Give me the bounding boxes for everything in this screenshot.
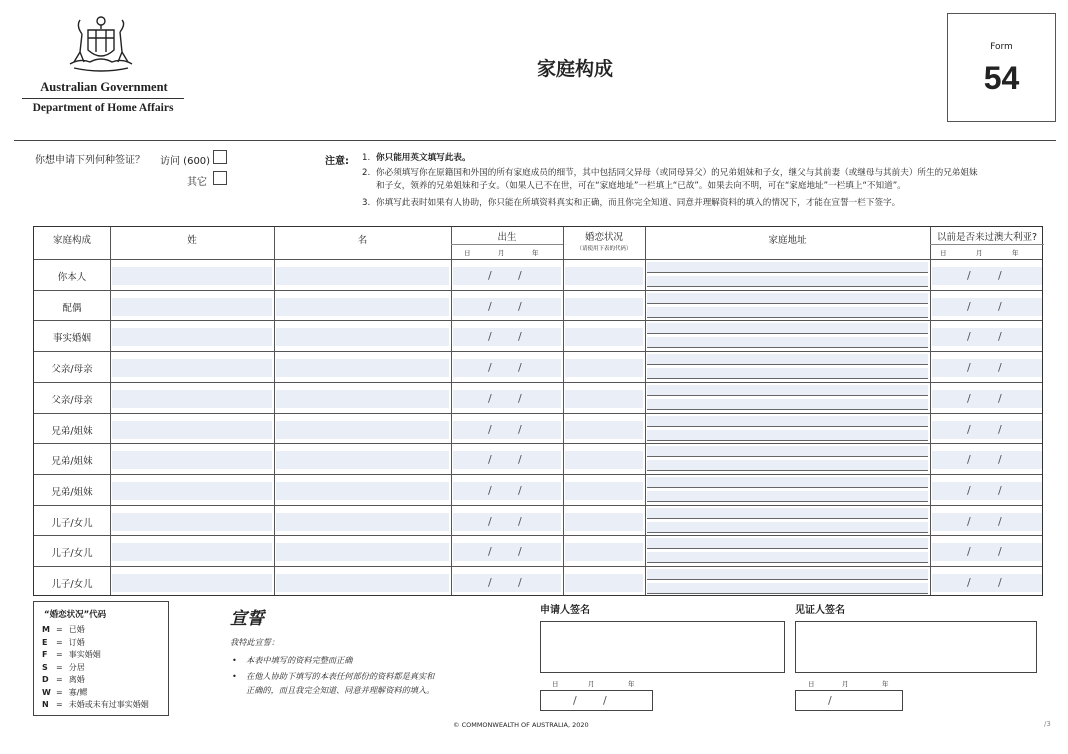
address-line-field[interactable] bbox=[647, 385, 928, 396]
date-separator: / bbox=[998, 423, 1002, 436]
given-name-field[interactable] bbox=[276, 328, 449, 346]
address-line-field[interactable] bbox=[647, 262, 928, 273]
date-separator: / bbox=[967, 453, 971, 466]
note-text: 你必须填写你在原籍国和外国的所有家庭成员的细节，其中包括同父异母（或同母异父）的兄弟姐妹和子女，继父与其前妻（或继母与其前夫）所生的兄弟姐妹 bbox=[376, 168, 978, 178]
address-line-field[interactable] bbox=[647, 354, 928, 365]
marital-code-legend bbox=[33, 601, 169, 716]
government-name: Australian Government bbox=[40, 80, 168, 94]
note-number: 2. bbox=[362, 168, 371, 178]
header-address: 家庭地址 bbox=[768, 235, 807, 246]
address-line-field[interactable] bbox=[647, 491, 928, 502]
legend-code-row bbox=[42, 662, 85, 673]
department-name: Department of Home Affairs bbox=[32, 102, 174, 114]
given-name-field[interactable] bbox=[276, 482, 449, 500]
given-name-field[interactable] bbox=[276, 451, 449, 469]
visited-date-field[interactable] bbox=[932, 298, 1042, 316]
header-given-name: 名 bbox=[357, 235, 368, 246]
given-name-field[interactable] bbox=[276, 298, 449, 316]
declaration-intro: 我特此宣誓： bbox=[230, 637, 280, 647]
date-separator: / bbox=[998, 545, 1002, 558]
date-separator: / bbox=[998, 484, 1002, 497]
address-line-field[interactable] bbox=[647, 368, 928, 379]
copyright: © COMMONWEALTH OF AUSTRALIA, 2020 bbox=[453, 721, 589, 729]
row-label: 兄弟/姐妹 bbox=[51, 487, 93, 498]
marital-status-field[interactable] bbox=[565, 298, 643, 316]
address-line-field[interactable] bbox=[647, 430, 928, 441]
date-separator: / bbox=[967, 515, 971, 528]
visited-date-field[interactable] bbox=[932, 390, 1042, 408]
date-separator: / bbox=[967, 423, 971, 436]
visited-date-field[interactable] bbox=[932, 451, 1042, 469]
date-separator: / bbox=[573, 694, 577, 707]
declaration-item: 本表中填写的资料完整而正确 bbox=[246, 655, 353, 665]
date-month-label: 月 bbox=[588, 680, 595, 688]
date-separator: / bbox=[488, 423, 492, 436]
row-label: 儿子/女儿 bbox=[51, 579, 93, 590]
address-line-field[interactable] bbox=[647, 399, 928, 410]
row-label: 儿子/女儿 bbox=[51, 548, 93, 559]
date-separator: / bbox=[518, 576, 522, 589]
surname-field[interactable] bbox=[112, 451, 272, 469]
declaration-title: 宣誓 bbox=[230, 609, 264, 629]
surname-field[interactable] bbox=[112, 267, 272, 285]
page-mark: /3 bbox=[1044, 720, 1051, 728]
bullet: • bbox=[232, 671, 237, 681]
address-line-field[interactable] bbox=[647, 552, 928, 563]
visa-other-checkbox[interactable] bbox=[213, 171, 227, 185]
row-label: 你本人 bbox=[57, 272, 87, 283]
form-number: 54 bbox=[983, 60, 1020, 96]
legend-description: 分居 bbox=[68, 662, 85, 672]
date-separator: / bbox=[998, 453, 1002, 466]
birth-date-field[interactable] bbox=[453, 328, 561, 346]
date-separator: / bbox=[967, 576, 971, 589]
date-separator: / bbox=[518, 545, 522, 558]
date-separator: / bbox=[488, 361, 492, 374]
address-line-field[interactable] bbox=[647, 307, 928, 318]
date-separator: / bbox=[967, 361, 971, 374]
declaration-item: 在他人协助下填写的本表任何部份的资料都是真实和 bbox=[246, 671, 435, 681]
coat-of-arms-icon bbox=[60, 14, 142, 78]
header-divider bbox=[14, 140, 1056, 141]
form-label: Form bbox=[990, 42, 1013, 52]
address-line-field[interactable] bbox=[647, 446, 928, 457]
surname-field[interactable] bbox=[112, 513, 272, 531]
applicant-signature-label: 申请人签名 bbox=[540, 605, 590, 616]
legend-code: W bbox=[42, 687, 51, 697]
legend-description: 离婚 bbox=[68, 675, 85, 684]
date-separator: / bbox=[998, 330, 1002, 343]
date-year-label: 年 bbox=[628, 680, 635, 688]
date-separator: / bbox=[967, 269, 971, 282]
form-number-box bbox=[947, 13, 1056, 122]
date-separator: / bbox=[488, 545, 492, 558]
legend-equals: = bbox=[56, 687, 63, 697]
surname-field[interactable] bbox=[112, 421, 272, 439]
row-label: 兄弟/姐妹 bbox=[51, 456, 93, 467]
date-separator: / bbox=[967, 330, 971, 343]
date-month-label: 月 bbox=[842, 680, 849, 688]
date-separator: / bbox=[998, 515, 1002, 528]
given-name-field[interactable] bbox=[276, 359, 449, 377]
birth-date-field[interactable] bbox=[453, 298, 561, 316]
legend-equals: = bbox=[56, 662, 63, 672]
given-name-field[interactable] bbox=[276, 390, 449, 408]
note-text: 和子女，领养的兄弟姐妹和子女。（如果人已不在世，可在“家庭地址”一栏填上“已故”。如果去向不明，可在“家庭地址”一栏填上“不知道”。 bbox=[376, 181, 906, 191]
divider bbox=[22, 98, 184, 99]
note-number: 3. bbox=[362, 198, 371, 208]
date-separator: / bbox=[828, 694, 832, 707]
birth-date-field[interactable] bbox=[453, 543, 561, 561]
date-separator: / bbox=[967, 392, 971, 405]
given-name-field[interactable] bbox=[276, 421, 449, 439]
surname-field[interactable] bbox=[112, 482, 272, 500]
date-separator: / bbox=[488, 484, 492, 497]
legend-code: D bbox=[42, 675, 49, 684]
header-marital-note: （请使用下表的代码） bbox=[576, 246, 632, 252]
header-visited-day: 日 bbox=[940, 249, 947, 257]
date-separator: / bbox=[518, 453, 522, 466]
legend-title: “婚恋状况”代码 bbox=[44, 610, 107, 620]
date-separator: / bbox=[998, 269, 1002, 282]
visited-date-field[interactable] bbox=[932, 574, 1042, 592]
legend-code: N bbox=[42, 700, 49, 709]
address-line-field[interactable] bbox=[647, 508, 928, 519]
address-line-field[interactable] bbox=[647, 522, 928, 533]
visited-date-field[interactable] bbox=[932, 421, 1042, 439]
row-label: 父亲/母亲 bbox=[51, 395, 93, 406]
row-label: 配偶 bbox=[62, 303, 82, 314]
legend-description: 已婚 bbox=[68, 625, 85, 634]
date-separator: / bbox=[518, 392, 522, 405]
surname-field[interactable] bbox=[112, 359, 272, 377]
address-line-field[interactable] bbox=[647, 276, 928, 287]
page-title: 家庭构成 bbox=[536, 58, 613, 80]
birth-date-field[interactable] bbox=[453, 513, 561, 531]
visited-date-field[interactable] bbox=[932, 359, 1042, 377]
date-separator: / bbox=[518, 300, 522, 313]
surname-field[interactable] bbox=[112, 574, 272, 592]
surname-field[interactable] bbox=[112, 390, 272, 408]
header-visited-month: 月 bbox=[976, 249, 983, 257]
marital-status-field[interactable] bbox=[565, 359, 643, 377]
marital-status-field[interactable] bbox=[565, 390, 643, 408]
birth-date-field[interactable] bbox=[453, 574, 561, 592]
legend-code: F bbox=[42, 650, 48, 659]
note-number: 1. bbox=[362, 153, 371, 163]
marital-status-field[interactable] bbox=[565, 451, 643, 469]
legend-equals: = bbox=[56, 700, 63, 709]
family-table bbox=[33, 226, 1043, 596]
legend-code-row bbox=[42, 699, 149, 710]
applicant-signature-box[interactable] bbox=[540, 621, 785, 673]
row-label: 儿子/女儿 bbox=[51, 518, 93, 529]
date-separator: / bbox=[518, 423, 522, 436]
date-separator: / bbox=[518, 361, 522, 374]
legend-description: 寡/鳏 bbox=[68, 687, 88, 697]
date-separator: / bbox=[518, 330, 522, 343]
header-birth: 出生 bbox=[497, 232, 517, 243]
header-birth-month: 月 bbox=[498, 249, 505, 257]
header-marital: 婚恋状况 bbox=[584, 232, 623, 243]
given-name-field[interactable] bbox=[276, 543, 449, 561]
visited-date-field[interactable] bbox=[932, 513, 1042, 531]
visa-question: 你想申请下列何种签证？ bbox=[35, 155, 145, 166]
surname-field[interactable] bbox=[112, 328, 272, 346]
declaration-item: 正确的，而且我完全知道、同意并理解资料的填入。 bbox=[246, 685, 435, 695]
notes-heading: 注意: bbox=[325, 156, 349, 167]
marital-status-field[interactable] bbox=[565, 543, 643, 561]
legend-code-row bbox=[42, 674, 85, 685]
address-line-field[interactable] bbox=[647, 583, 928, 594]
address-line-field[interactable] bbox=[647, 569, 928, 580]
visited-date-field[interactable] bbox=[932, 482, 1042, 500]
address-line-field[interactable] bbox=[647, 337, 928, 348]
date-separator: / bbox=[967, 545, 971, 558]
legend-equals: = bbox=[56, 650, 63, 659]
visited-date-field[interactable] bbox=[932, 328, 1042, 346]
legend-description: 未婚或未有过事实婚姻 bbox=[68, 700, 149, 709]
header-visited-year: 年 bbox=[1012, 249, 1019, 257]
date-separator: / bbox=[488, 392, 492, 405]
date-separator: / bbox=[488, 269, 492, 282]
date-day-label: 日 bbox=[552, 680, 559, 688]
applicant-date-field[interactable] bbox=[540, 690, 653, 711]
marital-status-field[interactable] bbox=[565, 513, 643, 531]
address-line-field[interactable] bbox=[647, 293, 928, 304]
legend-code-row bbox=[42, 687, 87, 698]
date-separator: / bbox=[488, 453, 492, 466]
date-separator: / bbox=[488, 576, 492, 589]
header-visited: 以前是否来过澳大利亚? bbox=[936, 232, 1038, 243]
given-name-field[interactable] bbox=[276, 574, 449, 592]
given-name-field[interactable] bbox=[276, 267, 449, 285]
legend-code-row bbox=[42, 649, 101, 660]
birth-date-field[interactable] bbox=[453, 390, 561, 408]
legend-code-row bbox=[42, 624, 85, 635]
birth-date-field[interactable] bbox=[453, 359, 561, 377]
birth-date-field[interactable] bbox=[453, 482, 561, 500]
visited-date-field[interactable] bbox=[932, 543, 1042, 561]
date-separator: / bbox=[998, 300, 1002, 313]
date-separator: / bbox=[488, 330, 492, 343]
surname-field[interactable] bbox=[112, 543, 272, 561]
marital-status-field[interactable] bbox=[565, 482, 643, 500]
surname-field[interactable] bbox=[112, 298, 272, 316]
legend-code: S bbox=[42, 662, 48, 672]
legend-code: E bbox=[42, 637, 48, 647]
note-text: 你填写此表时如果有人协助，你只能在所填资料真实和正确，而且你完全知道、同意并理解资料的填入的情况下，才能在宣誓一栏下签字。 bbox=[376, 198, 901, 208]
birth-date-field[interactable] bbox=[453, 451, 561, 469]
date-separator: / bbox=[967, 484, 971, 497]
date-separator: / bbox=[998, 392, 1002, 405]
date-separator: / bbox=[488, 300, 492, 313]
address-line-field[interactable] bbox=[647, 460, 928, 471]
marital-status-field[interactable] bbox=[565, 421, 643, 439]
marital-status-field[interactable] bbox=[565, 328, 643, 346]
date-separator: / bbox=[603, 694, 607, 707]
date-separator: / bbox=[998, 361, 1002, 374]
header-birth-year: 年 bbox=[532, 249, 539, 257]
legend-equals: = bbox=[56, 637, 63, 647]
row-label: 兄弟/姐妹 bbox=[51, 426, 93, 437]
address-line-field[interactable] bbox=[647, 416, 928, 427]
date-separator: / bbox=[488, 515, 492, 528]
visited-date-field[interactable] bbox=[932, 267, 1042, 285]
marital-status-field[interactable] bbox=[565, 574, 643, 592]
given-name-field[interactable] bbox=[276, 513, 449, 531]
witness-signature-box[interactable] bbox=[795, 621, 1037, 673]
address-line-field[interactable] bbox=[647, 538, 928, 549]
date-year-label: 年 bbox=[882, 680, 889, 688]
legend-equals: = bbox=[56, 675, 63, 684]
note-text: 你只能用英文填写此表。 bbox=[376, 153, 471, 163]
row-label: 事实婚姻 bbox=[52, 333, 91, 344]
visa-visitor-checkbox[interactable] bbox=[213, 150, 227, 164]
witness-signature-label: 见证人签名 bbox=[795, 605, 845, 616]
legend-code-row bbox=[42, 637, 85, 648]
date-separator: / bbox=[998, 576, 1002, 589]
date-separator: / bbox=[518, 515, 522, 528]
visa-option-label: 访问 (600) bbox=[160, 156, 211, 167]
birth-date-field[interactable] bbox=[453, 421, 561, 439]
legend-equals: = bbox=[56, 625, 63, 634]
legend-description: 订婚 bbox=[68, 637, 85, 647]
date-day-label: 日 bbox=[808, 680, 815, 688]
visa-option-label: 其它 bbox=[187, 177, 207, 188]
date-separator: / bbox=[967, 300, 971, 313]
marital-status-field[interactable] bbox=[565, 267, 643, 285]
birth-date-field[interactable] bbox=[453, 267, 561, 285]
header-birth-day: 日 bbox=[464, 249, 471, 257]
legend-code: M bbox=[42, 625, 50, 634]
date-separator: / bbox=[518, 484, 522, 497]
legend-description: 事实婚姻 bbox=[68, 650, 101, 659]
row-label: 父亲/母亲 bbox=[51, 364, 93, 375]
witness-date-field[interactable] bbox=[795, 690, 903, 711]
date-separator: / bbox=[518, 269, 522, 282]
header-composition: 家庭构成 bbox=[52, 235, 91, 246]
address-line-field[interactable] bbox=[647, 477, 928, 488]
header-surname: 姓 bbox=[187, 235, 197, 246]
address-line-field[interactable] bbox=[647, 323, 928, 334]
bullet: • bbox=[232, 655, 237, 665]
